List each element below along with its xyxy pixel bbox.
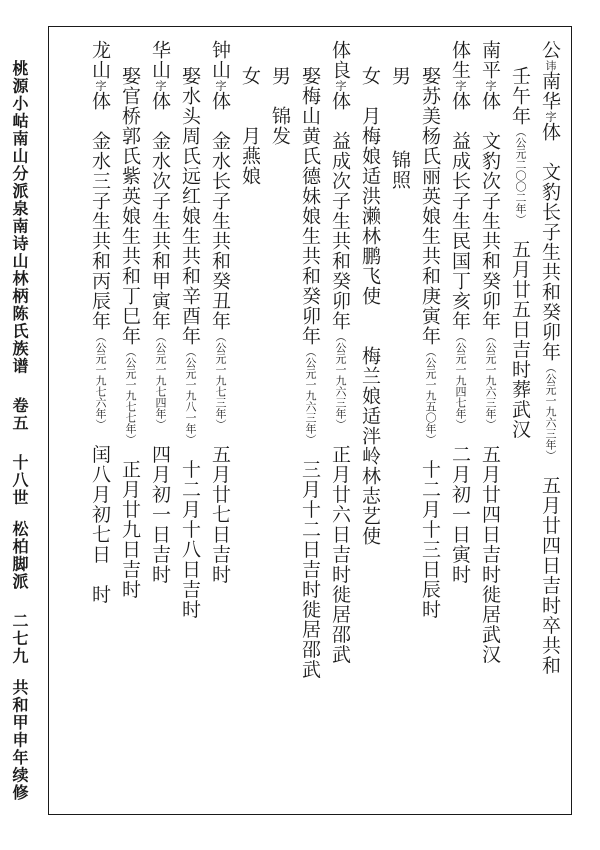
column-tisheng bbox=[447, 40, 473, 585]
birth-time-text: 二月初一日寅时 bbox=[449, 444, 471, 585]
courtesy-name: 体 bbox=[89, 91, 111, 111]
birth-text: 文豹次子生共和癸卯年 bbox=[479, 131, 501, 331]
year-note: （公元一九六三年） bbox=[544, 362, 557, 456]
column-huashan bbox=[147, 40, 173, 585]
zi-label: 字 bbox=[454, 80, 467, 91]
zi-label: 字 bbox=[154, 80, 167, 91]
daughter-entry: 梅兰娘适泮岭林志艺使 bbox=[359, 346, 381, 546]
year-note: （公元一九七七年） bbox=[124, 346, 137, 440]
zi-label: 字 bbox=[334, 80, 347, 91]
birth-text: 金水三子生共和丙辰年 bbox=[89, 131, 111, 331]
year-note: （公元一九七六年） bbox=[94, 331, 107, 425]
column-sons-1 bbox=[387, 66, 413, 190]
column-burial bbox=[507, 66, 533, 440]
burial-text: 五月廿五日吉时葬武汉 bbox=[509, 239, 531, 440]
sons-label: 男 bbox=[389, 66, 411, 86]
volume-label: 卷五 bbox=[10, 397, 29, 432]
person-name: 南华 bbox=[539, 71, 561, 111]
person-name: 华山 bbox=[149, 40, 171, 80]
birth-time-text: 正月廿九日吉时 bbox=[119, 459, 141, 600]
zi-label: 字 bbox=[484, 80, 497, 91]
daughters-label: 女 bbox=[239, 66, 261, 86]
death-text: 五月廿四日吉时卒共和 bbox=[539, 475, 561, 676]
birth-time-text: 五月廿四日吉时徙居武汉 bbox=[479, 444, 501, 665]
column-nanhua bbox=[537, 40, 563, 676]
column-tiliang bbox=[327, 40, 353, 665]
column-sons-2 bbox=[267, 66, 293, 146]
column-nanping bbox=[477, 40, 503, 665]
column-longshan bbox=[87, 40, 113, 605]
hui-label: 讳 bbox=[544, 60, 557, 71]
honorific: 公 bbox=[539, 40, 561, 60]
courtesy-name: 体 bbox=[209, 91, 231, 111]
year-note: （公元一九五〇年） bbox=[424, 346, 437, 440]
person-name: 龙山 bbox=[89, 40, 111, 80]
death-year: 壬午年 bbox=[509, 66, 531, 126]
spouse-text: 娶水头周氏远红娘生共和辛酉年 bbox=[179, 66, 201, 346]
courtesy-name: 体 bbox=[479, 91, 501, 111]
son-name: 锦照 bbox=[389, 150, 411, 190]
birth-text: 金水次子生共和甲寅年 bbox=[149, 131, 171, 331]
birth-time-text: 正月廿六日吉时徙居邵武 bbox=[329, 444, 351, 665]
column-spouse-huang bbox=[297, 66, 323, 680]
birth-time-text: 十二月十三日辰时 bbox=[419, 459, 441, 620]
column-zhongshan bbox=[207, 40, 233, 585]
year-note: （公元一九四七年） bbox=[454, 331, 467, 425]
zi-label: 字 bbox=[214, 80, 227, 91]
birth-time-text: 十二月十八日吉时 bbox=[179, 459, 201, 620]
column-daughters-1 bbox=[357, 66, 383, 546]
spouse-text: 娶梅山黄氏德妹娘生共和癸卯年 bbox=[299, 66, 321, 346]
person-name: 南平 bbox=[479, 40, 501, 80]
person-name: 体生 bbox=[449, 40, 471, 80]
page-margin-label bbox=[8, 60, 30, 802]
birth-time-text: 四月初一日吉时 bbox=[149, 444, 171, 585]
birth-time-text: 五月廿七日吉时 bbox=[209, 444, 231, 585]
daughter-entry: 月燕娘 bbox=[239, 126, 261, 186]
page-number: 二七九 bbox=[10, 612, 29, 665]
edition-label: 共和甲申年续修 bbox=[10, 679, 29, 802]
branch-label: 松柏脚派 bbox=[10, 520, 29, 591]
sons-label: 男 bbox=[269, 66, 291, 86]
son-name: 锦发 bbox=[269, 106, 291, 146]
year-note: （公元一九六三年） bbox=[484, 331, 497, 425]
daughter-entry: 月梅娘适洪濑林鹏飞使 bbox=[359, 106, 381, 306]
courtesy-name: 体 bbox=[149, 91, 171, 111]
birth-time-text: 闰八月初七日 bbox=[89, 444, 111, 565]
zi-label: 字 bbox=[544, 111, 557, 122]
year-note: （公元一九六三年） bbox=[304, 346, 317, 440]
year-note: （公元二〇〇二年） bbox=[514, 126, 527, 220]
time-suffix: 时 bbox=[89, 584, 111, 605]
birth-text: 益成长子生民国丁亥年 bbox=[449, 131, 471, 331]
spouse-text: 娶苏美杨氏丽英娘生共和庚寅年 bbox=[419, 66, 441, 346]
year-note: （公元一九七三年） bbox=[214, 331, 227, 425]
generation-label: 十八世 bbox=[10, 454, 29, 507]
year-note: （公元一九八一年） bbox=[184, 346, 197, 440]
column-spouse-yang bbox=[417, 66, 443, 620]
courtesy-name: 体 bbox=[449, 91, 471, 111]
column-spouse-zhou bbox=[177, 66, 203, 620]
birth-text: 文豹长子生共和癸卯年 bbox=[539, 162, 561, 362]
book-title: 桃源小岵南山分派泉南诗山林柄陈氏族谱 bbox=[10, 60, 29, 375]
person-name: 体良 bbox=[329, 40, 351, 80]
column-daughters-2 bbox=[237, 66, 263, 186]
birth-text: 益成次子生共和癸卯年 bbox=[329, 131, 351, 331]
zi-label: 字 bbox=[94, 80, 107, 91]
birth-text: 金水长子生共和癸丑年 bbox=[209, 131, 231, 331]
courtesy-name: 体 bbox=[539, 122, 561, 142]
column-spouse-guo bbox=[117, 66, 143, 600]
courtesy-name: 体 bbox=[329, 91, 351, 111]
daughters-label: 女 bbox=[359, 66, 381, 86]
birth-time-text: 三月十二日吉时徙居邵武 bbox=[299, 459, 321, 680]
spouse-text: 娶官桥郭氏紫英娘生共和丁巳年 bbox=[119, 66, 141, 346]
year-note: （公元一九六三年） bbox=[334, 331, 347, 425]
person-name: 钟山 bbox=[209, 40, 231, 80]
year-note: （公元一九七四年） bbox=[154, 331, 167, 425]
